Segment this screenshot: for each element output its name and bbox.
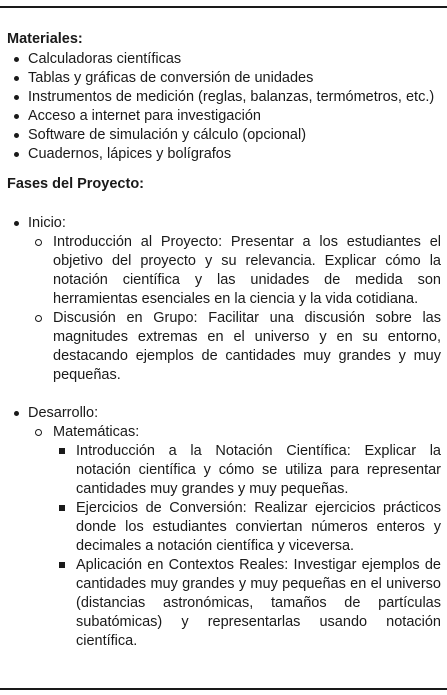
fase-inicio [7,214,441,385]
list-item: Introducción a la Notación Científica: Explicar la notación científica y cómo se utiliza para representar cantidades muy grandes y muy pequeñas. [53,442,441,499]
matematicas-sublist [53,442,441,651]
desarrollo-sublist [28,423,441,651]
list-item: Acceso a internet para investigación [7,107,441,126]
materiales-list [7,50,441,164]
fase-desarrollo-label: Desarrollo: [28,405,99,421]
fase-desarrollo [7,404,441,651]
document-page [7,30,441,651]
matematicas-label: Matemáticas: [53,424,140,440]
list-item: Aplicación en Contextos Reales: Investigar ejemplos de cantidades muy grandes y muy pequeñas en el universo (distancias astronómicas, tamaños de partículas subatómicas) y representarlas usando notación científica. [53,556,441,651]
list-item: Discusión en Grupo: Facilitar una discusión sobre las magnitudes extremas en el universo y en su entorno, destacando ejemplos de cantidades muy grandes y muy pequeñas. [30,309,441,385]
list-item: Tablas y gráficas de conversión de unidades [7,69,441,88]
list-item: Introducción al Proyecto: Presentar a los estudiantes el objetivo del proyecto y su relevancia. Explicar cómo la notación científica y las unidades de medida son herramientas esenciales en la ciencia y la vida cotidiana. [30,233,441,309]
fase-inicio-label: Inicio: [28,215,66,231]
fases-heading: Fases del Proyecto: [7,176,144,192]
fases-list [7,214,441,651]
list-item: Ejercicios de Conversión: Realizar ejercicios prácticos donde los estudiantes conviertan números enteros y decimales a notación científica y viceversa. [53,499,441,556]
list-item: Cuadernos, lápices y bolígrafos [7,145,441,164]
list-item: Instrumentos de medición (reglas, balanzas, termómetros, etc.) [7,88,441,107]
list-item: Calculadoras científicas [7,50,441,69]
materiales-heading: Materiales: [7,31,83,47]
bottom-divider [0,688,447,690]
matematicas-item [30,423,441,651]
top-divider [0,6,447,8]
inicio-sublist [28,233,441,385]
list-item: Software de simulación y cálculo (opcional) [7,126,441,145]
